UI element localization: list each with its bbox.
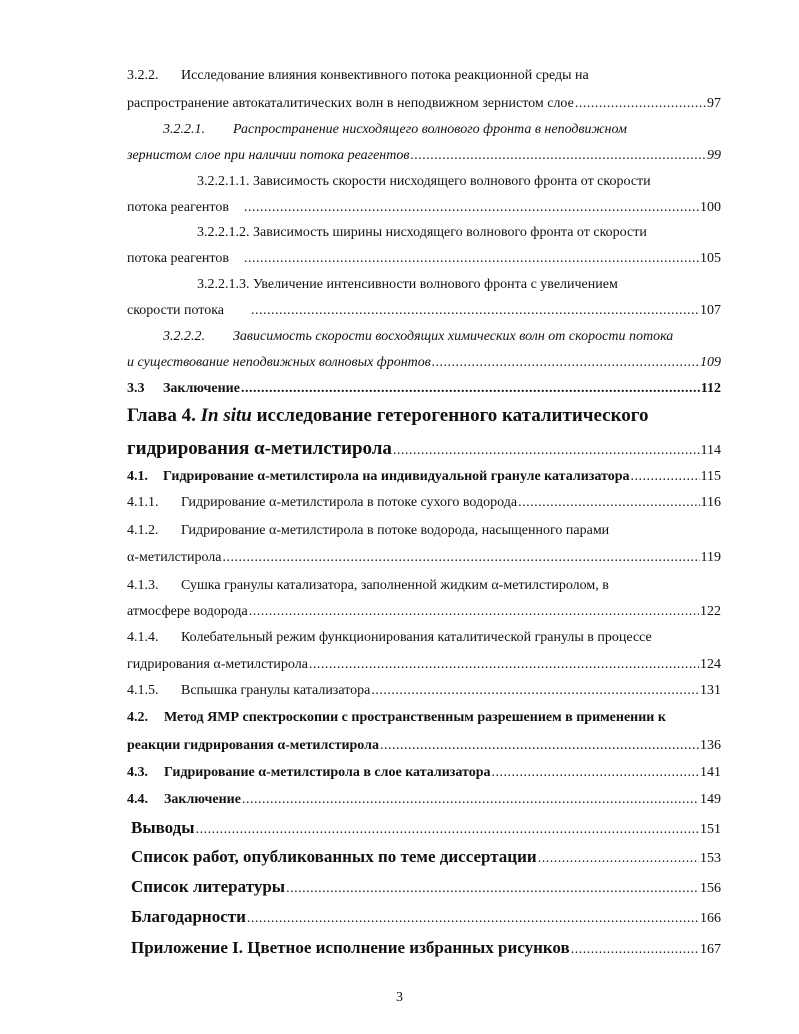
toc-leader	[247, 908, 699, 930]
toc-entry-4-1-5[interactable]	[127, 682, 721, 700]
toc-number: 4.1.2.	[127, 523, 159, 538]
toc-leader	[518, 494, 699, 512]
toc-title: Выводы	[131, 818, 195, 837]
toc-title: Колебательный режим функционирования каталитической гранулы в процессе	[181, 630, 652, 645]
toc-number: 3.3	[127, 381, 145, 396]
toc-page-number: 99	[707, 148, 721, 163]
toc-number: 4.1.1.	[127, 495, 159, 510]
toc-leader	[432, 354, 699, 372]
toc-entry-references[interactable]	[131, 876, 721, 900]
toc-number: 3.2.2.2.	[163, 329, 205, 344]
toc-leader	[309, 656, 699, 674]
toc-page-number: 136	[700, 738, 721, 753]
toc-number: 3.2.2.1.	[163, 122, 205, 137]
toc-leader	[223, 549, 700, 567]
toc-title: Благодарности	[131, 907, 246, 926]
toc-leader	[244, 250, 699, 268]
toc-page-number: 112	[700, 381, 721, 396]
toc-number: 4.4.	[127, 792, 148, 807]
toc-title: Вспышка гранулы катализатора	[181, 683, 371, 698]
toc-title: Список литературы	[131, 877, 286, 896]
toc-leader	[410, 147, 706, 165]
toc-title-cont: скорости потока	[127, 303, 225, 318]
toc-page-number: 122	[700, 604, 721, 619]
toc-page-number: 116	[700, 495, 721, 510]
toc-title-cont: α-метилстирола	[127, 550, 222, 565]
toc-entry-conclusions[interactable]	[131, 817, 721, 841]
toc-entry-publications[interactable]	[131, 846, 721, 870]
toc-title-cont: распространение автокаталитических волн в неподвижном зернистом слое	[127, 96, 574, 111]
toc-title-cont: атмосфере водорода	[127, 604, 248, 619]
toc-entry-4-4[interactable]	[127, 791, 721, 809]
toc-entry-4-1[interactable]	[127, 468, 721, 486]
toc-page-number: 115	[700, 469, 721, 484]
toc-page-number: 107	[700, 303, 721, 318]
toc-title-cont: гидрирования α-метилстирола	[127, 657, 308, 672]
toc-title-cont: и существование неподвижных волновых фронтов	[127, 355, 431, 370]
toc-page-number: 156	[700, 881, 721, 896]
toc-number: 4.3.	[127, 765, 148, 780]
toc-number: 4.1.	[127, 469, 148, 484]
toc-title: Приложение I. Цветное исполнение избранных рисунков	[131, 938, 570, 957]
toc-title: Список работ, опубликованных по теме диссертации	[131, 847, 537, 866]
toc-page-number: 131	[700, 683, 721, 698]
toc-leader	[575, 95, 706, 113]
toc-number: 4.2.	[127, 710, 148, 725]
toc-page-number: 124	[700, 657, 721, 672]
toc-leader	[196, 819, 699, 841]
toc-page-number: 119	[700, 550, 721, 565]
toc-title: 3.2.2.1.2. Зависимость ширины нисходящего волнового фронта от скорости	[197, 225, 647, 240]
toc-leader	[241, 380, 700, 398]
toc-page-number: 153	[700, 851, 721, 866]
toc-page-number: 141	[700, 765, 721, 780]
toc-title: Гидрирование α-метилстирола в потоке сухого водорода	[181, 495, 518, 510]
toc-title-cont: потока реагентов	[127, 200, 229, 215]
toc-page-number: 149	[700, 792, 721, 807]
toc-number: 4.1.5.	[127, 683, 159, 698]
toc-title: Распространение нисходящего волнового фронта в неподвижном	[233, 122, 627, 137]
toc-title: 3.2.2.1.3. Увеличение интенсивности волнового фронта с увеличением	[197, 277, 618, 292]
toc-title: 3.2.2.1.1. Зависимость скорости нисходящего волнового фронта от скорости	[197, 174, 651, 189]
toc-entry-4-3[interactable]	[127, 764, 721, 782]
page-number: 3	[396, 990, 403, 1005]
chapter-insitu: In situ	[200, 405, 252, 426]
toc-entry-acknowledgements[interactable]	[131, 906, 721, 930]
toc-title: Гидрирование α-метилстирола в слое катализатора	[164, 765, 491, 780]
toc-page-number: 167	[700, 942, 721, 957]
toc-title: Зависимость скорости восходящих химических волн от скорости потока	[233, 329, 674, 344]
toc-leader	[242, 791, 699, 809]
toc-title: Заключение	[164, 792, 241, 807]
toc-leader	[538, 848, 699, 870]
toc-title-cont: зернистом слое при наличии потока реагентов	[127, 148, 410, 163]
toc-page-number: 97	[707, 96, 721, 111]
toc-title-cont: гидрирования α-метилстирола	[127, 438, 392, 459]
toc-leader	[380, 737, 699, 755]
toc-title: Заключение	[163, 381, 240, 396]
toc-title-cont: потока реагентов	[127, 251, 229, 266]
toc-leader	[286, 878, 699, 900]
toc-number: 4.1.4.	[127, 630, 159, 645]
toc-title-cont: реакции гидрирования α-метилстирола	[127, 738, 379, 753]
toc-leader	[251, 302, 699, 320]
toc-title: Гидрирование α-метилстирола в потоке водорода, насыщенного парами	[181, 523, 610, 538]
toc-title: Исследование влияния конвективного потока реакционной среды на	[181, 68, 589, 83]
toc-number: 4.1.3.	[127, 578, 159, 593]
toc-title: Метод ЯМР спектроскопии с пространственным разрешением в применении к	[164, 710, 666, 725]
toc-title: Гидрирование α-метилстирола на индивидуальной грануле катализатора	[163, 469, 630, 484]
toc-page-number: 100	[700, 200, 721, 215]
toc-page-number: 105	[700, 251, 721, 266]
toc-leader	[571, 939, 699, 961]
chapter-prefix: Глава 4.	[127, 405, 201, 426]
toc-number: 3.2.2.	[127, 68, 159, 83]
toc-entry-3-3[interactable]	[127, 380, 721, 398]
toc-page-number: 166	[700, 911, 721, 926]
toc-leader	[249, 603, 699, 621]
toc-entry-appendix-1[interactable]	[131, 937, 721, 961]
toc-leader	[244, 199, 699, 217]
toc-leader	[492, 764, 699, 782]
toc-leader	[371, 682, 699, 700]
toc-title: Сушка гранулы катализатора, заполненной жидким α-метилстиролом, в	[181, 578, 609, 593]
toc-page-number: 114	[700, 443, 721, 458]
toc-leader	[393, 439, 700, 463]
toc-entry-4-1-1[interactable]	[127, 494, 721, 512]
toc-leader	[631, 468, 700, 486]
toc-page-number: 151	[700, 822, 721, 837]
toc-page-number: 109	[700, 355, 721, 370]
chapter-title: исследование гетерогенного каталитического	[251, 405, 649, 426]
